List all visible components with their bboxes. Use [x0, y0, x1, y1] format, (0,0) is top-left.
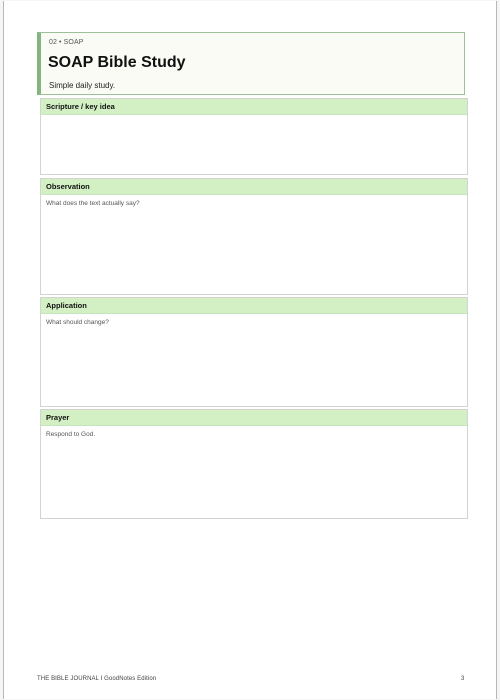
- observation-prompt: What does the text actually say?: [46, 200, 140, 207]
- scripture-section-header: Scripture / key idea: [41, 99, 467, 115]
- section-eyebrow: 02 • SOAP: [49, 39, 84, 46]
- footer-journal-title: THE BIBLE JOURNAL I GoodNotes Edition: [37, 676, 157, 682]
- journal-page: [3, 1, 497, 699]
- application-prompt: What should change?: [46, 319, 109, 326]
- observation-section[interactable]: [40, 178, 468, 295]
- prayer-section-header: Prayer: [41, 410, 467, 426]
- scripture-section[interactable]: [40, 98, 468, 175]
- page-number: 3: [461, 676, 465, 682]
- prayer-prompt: Respond to God.: [46, 431, 96, 438]
- prayer-section[interactable]: [40, 409, 468, 519]
- page-header-card: [37, 32, 465, 95]
- application-section[interactable]: [40, 297, 468, 407]
- observation-section-header: Observation: [41, 179, 467, 195]
- page-title: SOAP Bible Study: [48, 54, 186, 71]
- page-subtitle: Simple daily study.: [49, 81, 116, 90]
- application-section-header: Application: [41, 298, 467, 314]
